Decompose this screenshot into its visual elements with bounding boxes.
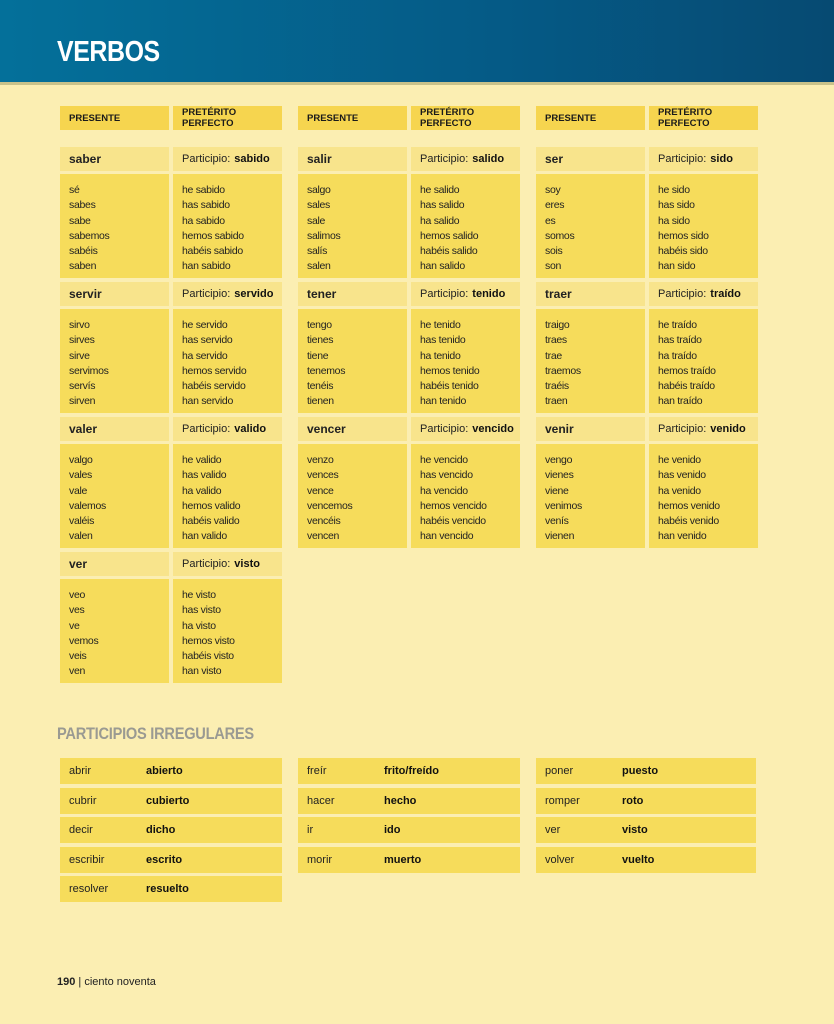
present-form: salen xyxy=(307,260,331,273)
verb-block-servir xyxy=(60,282,282,413)
perfect-form: habéis servido xyxy=(182,380,246,393)
perfect-form: he tenido xyxy=(420,319,461,331)
perfect-form: han servido xyxy=(182,395,233,408)
irregular-infinitive: abrir xyxy=(69,765,92,777)
present-form: vienes xyxy=(545,469,574,482)
irregular-row xyxy=(60,788,282,814)
irregular-participle: resuelto xyxy=(146,883,189,895)
perfect-forms xyxy=(411,444,520,548)
verb-conjugation-row xyxy=(60,309,282,413)
irregular-infinitive: escribir xyxy=(69,853,105,866)
verb-infinitive: ser xyxy=(536,147,645,171)
present-form: vencéis xyxy=(307,515,341,528)
irregular-participle: cubierto xyxy=(146,794,190,807)
present-form: vales xyxy=(69,469,93,482)
present-form: somos xyxy=(545,229,575,242)
present-form: veis xyxy=(69,650,87,663)
perfect-form: ha venido xyxy=(658,484,701,497)
verb-conjugation-row xyxy=(298,444,520,548)
verb-infinitive: saber xyxy=(60,147,169,171)
present-form: traemos xyxy=(545,364,581,377)
header-presente: PRESENTE xyxy=(60,106,169,130)
perfect-forms xyxy=(649,444,758,548)
verb-conjugation-row xyxy=(536,444,758,548)
verb-head-row xyxy=(60,552,282,576)
verb-block-traer xyxy=(536,282,758,413)
irregular-infinitive: freír xyxy=(307,765,327,777)
perfect-form: han vencido xyxy=(420,530,474,543)
verb-conjugation-row xyxy=(60,444,282,548)
participle-label: Participio: xyxy=(420,423,469,435)
verb-conjugation-row xyxy=(536,309,758,413)
participle-label: Participio: xyxy=(182,153,231,165)
verb-infinitive: valer xyxy=(60,417,169,441)
verb-participle-cell xyxy=(649,147,758,171)
participle-value: vencido xyxy=(472,423,514,435)
verb-conjugation-row xyxy=(536,174,758,278)
perfect-form: habéis salido xyxy=(420,245,478,258)
header-presente: PRESENTE xyxy=(298,106,407,130)
verb-participle-cell xyxy=(411,417,520,441)
verb-head-row xyxy=(536,282,758,306)
perfect-form: hemos venido xyxy=(658,499,720,512)
perfect-form: han sido xyxy=(658,260,696,273)
present-form: vienen xyxy=(545,530,575,543)
irregular-participle: escrito xyxy=(146,853,183,866)
perfect-forms xyxy=(173,444,282,548)
irregular-participle: ido xyxy=(384,824,401,836)
perfect-form: ha visto xyxy=(182,619,216,632)
verb-block-ser xyxy=(536,147,758,278)
present-form: son xyxy=(545,260,562,273)
irregular-participle: dicho xyxy=(146,824,176,836)
irregular-infinitive: decir xyxy=(69,824,93,836)
perfect-form: habéis valido xyxy=(182,515,240,528)
present-form: tenemos xyxy=(307,364,346,377)
irregular-infinitive: hacer xyxy=(307,794,335,807)
page-footer xyxy=(57,976,156,988)
perfect-form: ha servido xyxy=(182,349,228,362)
perfect-form: hemos salido xyxy=(420,229,479,242)
verb-block-venir xyxy=(536,417,758,548)
present-form: es xyxy=(545,214,556,227)
perfect-form: he sido xyxy=(658,184,690,196)
present-form: sabéis xyxy=(69,245,98,258)
verb-head-row xyxy=(298,417,520,441)
perfect-form: habéis visto xyxy=(182,650,234,663)
irregular-participle: visto xyxy=(622,824,648,836)
verb-participle-cell xyxy=(173,417,282,441)
present-form: viene xyxy=(545,484,569,497)
present-form: vencemos xyxy=(307,499,353,512)
verb-block-ver xyxy=(60,552,282,683)
verb-infinitive: venir xyxy=(536,417,645,441)
present-form: tienen xyxy=(307,395,334,408)
present-form: sabemos xyxy=(69,229,110,242)
perfect-form: han visto xyxy=(182,665,222,678)
header-preterito-perfecto: PRETÉRITO PERFECTO xyxy=(649,106,758,130)
irregular-infinitive: poner xyxy=(545,765,574,777)
page-number-words: ciento noventa xyxy=(84,976,156,988)
perfect-form: he valido xyxy=(182,454,222,466)
verb-block-valer xyxy=(60,417,282,548)
perfect-form: he visto xyxy=(182,589,216,601)
perfect-form: he vencido xyxy=(420,454,468,466)
column-header-row xyxy=(298,106,520,130)
present-form: vale xyxy=(69,484,88,497)
perfect-form: has salido xyxy=(420,199,465,212)
verb-infinitive: salir xyxy=(298,147,407,171)
present-form: traigo xyxy=(545,319,570,331)
irregular-participles-title: PARTICIPIOS IRREGULARES xyxy=(57,724,254,743)
present-form: tenéis xyxy=(307,380,334,393)
participle-value: tenido xyxy=(472,288,506,300)
present-form: vence xyxy=(307,484,334,497)
participle-value: salido xyxy=(472,153,505,165)
irregular-infinitive: resolver xyxy=(69,883,109,895)
present-form: valen xyxy=(69,530,93,543)
participle-value: servido xyxy=(234,288,274,300)
irregular-infinitive: cubrir xyxy=(69,794,97,807)
present-form: veo xyxy=(69,589,86,601)
perfect-form: hemos sabido xyxy=(182,229,244,242)
perfect-form: has sabido xyxy=(182,199,230,212)
perfect-form: habéis traído xyxy=(658,380,715,393)
perfect-form: han traído xyxy=(658,395,703,408)
present-form: sales xyxy=(307,199,331,212)
verb-head-row xyxy=(60,282,282,306)
irregular-infinitive: ver xyxy=(545,824,561,836)
perfect-form: has tenido xyxy=(420,334,466,347)
present-form: traen xyxy=(545,395,568,408)
present-form: venzo xyxy=(307,454,334,466)
perfect-form: he salido xyxy=(420,184,460,196)
perfect-form: habéis sido xyxy=(658,245,708,258)
participle-label: Participio: xyxy=(182,288,231,300)
perfect-form: hemos visto xyxy=(182,634,235,647)
perfect-form: he venido xyxy=(658,454,701,466)
present-form: sirves xyxy=(69,334,95,347)
irregular-participle: puesto xyxy=(622,765,659,777)
present-form: traéis xyxy=(545,380,569,393)
verb-block-saber xyxy=(60,147,282,278)
present-form: sé xyxy=(69,184,80,196)
perfect-form: has sido xyxy=(658,199,695,212)
verb-head-row xyxy=(60,147,282,171)
present-form: tienes xyxy=(307,334,334,347)
irregular-row xyxy=(60,817,282,843)
verb-column xyxy=(536,106,758,552)
perfect-forms xyxy=(649,174,758,278)
irregular-infinitive: romper xyxy=(545,794,580,807)
verb-conjugation-row xyxy=(298,174,520,278)
verb-head-row xyxy=(536,147,758,171)
perfect-form: hemos vencido xyxy=(420,499,487,512)
verb-conjugation-row xyxy=(60,579,282,683)
present-form: valéis xyxy=(69,515,95,528)
present-forms xyxy=(536,174,645,278)
participle-label: Participio: xyxy=(658,288,707,300)
header-preterito-perfecto: PRETÉRITO PERFECTO xyxy=(173,106,282,130)
perfect-form: has servido xyxy=(182,334,233,347)
present-form: saben xyxy=(69,260,97,273)
participle-value: sabido xyxy=(234,153,270,165)
present-form: ves xyxy=(69,604,85,617)
present-forms xyxy=(536,309,645,413)
irregular-column xyxy=(60,758,282,906)
present-forms xyxy=(60,174,169,278)
present-form: sabe xyxy=(69,214,91,227)
column-header-row xyxy=(536,106,758,130)
perfect-form: hemos valido xyxy=(182,499,241,512)
present-form: sabes xyxy=(69,199,96,212)
participle-label: Participio: xyxy=(182,558,231,570)
present-forms xyxy=(536,444,645,548)
present-form: ven xyxy=(69,665,86,678)
present-form: servimos xyxy=(69,364,109,377)
verb-infinitive: servir xyxy=(60,282,169,306)
participle-value: valido xyxy=(234,423,267,435)
present-form: salimos xyxy=(307,229,341,242)
irregular-row xyxy=(298,788,520,814)
irregular-participle: frito/freído xyxy=(384,765,439,777)
participle-label: Participio: xyxy=(420,153,469,165)
participle-label: Participio: xyxy=(182,423,231,435)
irregular-row xyxy=(536,847,756,873)
perfect-form: has visto xyxy=(182,604,221,617)
present-form: sirven xyxy=(69,395,96,408)
perfect-form: habéis sabido xyxy=(182,245,243,258)
perfect-form: has valido xyxy=(182,469,227,482)
perfect-form: hemos servido xyxy=(182,364,247,377)
present-form: venís xyxy=(545,515,569,528)
present-form: sirve xyxy=(69,349,90,362)
perfect-forms xyxy=(173,579,282,683)
verb-participle-cell xyxy=(411,147,520,171)
perfect-form: he servido xyxy=(182,319,228,331)
irregular-row xyxy=(536,758,756,784)
perfect-form: he traído xyxy=(658,319,697,331)
participle-label: Participio: xyxy=(658,153,707,165)
present-form: vences xyxy=(307,469,339,482)
perfect-form: ha tenido xyxy=(420,349,461,362)
verb-participle-cell xyxy=(173,552,282,576)
verb-participle-cell xyxy=(173,282,282,306)
present-form: tiene xyxy=(307,349,329,362)
present-form: valgo xyxy=(69,454,93,466)
present-form: salís xyxy=(307,245,328,258)
present-form: eres xyxy=(545,199,565,212)
verb-conjugation-row xyxy=(298,309,520,413)
irregular-row xyxy=(60,758,282,784)
perfect-forms xyxy=(173,309,282,413)
perfect-forms xyxy=(173,174,282,278)
present-form: sois xyxy=(545,245,563,258)
perfect-forms xyxy=(411,309,520,413)
present-form: vemos xyxy=(69,634,99,647)
irregular-row xyxy=(60,876,282,902)
perfect-form: ha vencido xyxy=(420,484,468,497)
irregular-row xyxy=(298,847,520,873)
verb-block-tener xyxy=(298,282,520,413)
present-form: trae xyxy=(545,349,562,362)
perfect-form: ha traído xyxy=(658,349,697,362)
perfect-form: han venido xyxy=(658,530,707,543)
header-presente: PRESENTE xyxy=(536,106,645,130)
verb-participle-cell xyxy=(649,417,758,441)
perfect-forms xyxy=(411,174,520,278)
page-number: 190 xyxy=(57,976,76,988)
participle-value: sido xyxy=(710,153,733,165)
verb-infinitive: tener xyxy=(298,282,407,306)
present-form: salgo xyxy=(307,184,331,196)
present-form: venimos xyxy=(545,499,582,512)
irregular-row xyxy=(298,817,520,843)
irregular-row xyxy=(60,847,282,873)
irregular-participle: roto xyxy=(622,794,644,807)
irregular-row xyxy=(536,788,756,814)
header-banner xyxy=(0,0,834,85)
present-forms xyxy=(298,309,407,413)
present-forms xyxy=(60,309,169,413)
perfect-form: habéis venido xyxy=(658,515,719,528)
irregular-infinitive: volver xyxy=(545,853,575,866)
verb-infinitive: traer xyxy=(536,282,645,306)
verb-participle-cell xyxy=(411,282,520,306)
present-forms xyxy=(298,174,407,278)
verb-conjugation-row xyxy=(60,174,282,278)
irregular-row xyxy=(298,758,520,784)
present-form: vengo xyxy=(545,454,573,466)
perfect-form: hemos traído xyxy=(658,364,716,377)
perfect-form: hemos tenido xyxy=(420,364,480,377)
irregular-column xyxy=(536,758,756,876)
present-form: sirvo xyxy=(69,319,90,331)
verb-block-salir xyxy=(298,147,520,278)
column-header-row xyxy=(60,106,282,130)
perfect-form: han valido xyxy=(182,530,227,543)
header-preterito-perfecto: PRETÉRITO PERFECTO xyxy=(411,106,520,130)
verb-participle-cell xyxy=(173,147,282,171)
verb-column xyxy=(60,106,282,687)
verb-infinitive: ver xyxy=(60,552,169,576)
perfect-form: habéis tenido xyxy=(420,380,479,393)
participle-label: Participio: xyxy=(658,423,707,435)
present-form: valemos xyxy=(69,499,106,512)
present-form: servís xyxy=(69,380,96,393)
present-form: ve xyxy=(69,619,80,632)
verb-head-row xyxy=(60,417,282,441)
present-form: traes xyxy=(545,334,567,347)
perfect-form: ha valido xyxy=(182,484,222,497)
perfect-forms xyxy=(649,309,758,413)
irregular-infinitive: ir xyxy=(307,824,314,836)
irregular-participle: vuelto xyxy=(622,853,655,866)
present-forms xyxy=(298,444,407,548)
present-forms xyxy=(60,579,169,683)
present-forms xyxy=(60,444,169,548)
participle-value: traído xyxy=(710,288,741,300)
present-form: sale xyxy=(307,214,326,227)
verb-infinitive: vencer xyxy=(298,417,407,441)
participle-label: Participio: xyxy=(420,288,469,300)
irregular-participle: hecho xyxy=(384,794,417,807)
perfect-form: has traído xyxy=(658,334,702,347)
verb-head-row xyxy=(536,417,758,441)
perfect-form: hemos sido xyxy=(658,229,709,242)
present-form: tengo xyxy=(307,319,332,331)
irregular-infinitive: morir xyxy=(307,853,333,866)
perfect-form: has venido xyxy=(658,469,706,482)
page-title: VERBOS xyxy=(57,36,160,68)
footer-separator: | xyxy=(78,976,85,988)
participle-value: venido xyxy=(710,423,746,435)
perfect-form: he sabido xyxy=(182,184,225,196)
perfect-form: has vencido xyxy=(420,469,473,482)
perfect-form: ha salido xyxy=(420,214,460,227)
participle-value: visto xyxy=(234,558,260,570)
present-form: vencen xyxy=(307,530,340,543)
irregular-participle: abierto xyxy=(146,765,183,777)
verb-column xyxy=(298,106,520,552)
irregular-row xyxy=(536,817,756,843)
perfect-form: ha sabido xyxy=(182,214,225,227)
verb-head-row xyxy=(298,282,520,306)
irregular-participle: muerto xyxy=(384,853,422,866)
verb-head-row xyxy=(298,147,520,171)
verb-block-vencer xyxy=(298,417,520,548)
perfect-form: ha sido xyxy=(658,214,690,227)
irregular-column xyxy=(298,758,520,876)
perfect-form: habéis vencido xyxy=(420,515,486,528)
perfect-form: han tenido xyxy=(420,395,467,408)
perfect-form: han sabido xyxy=(182,260,231,273)
verb-participle-cell xyxy=(649,282,758,306)
present-form: soy xyxy=(545,184,561,196)
perfect-form: han salido xyxy=(420,260,465,273)
